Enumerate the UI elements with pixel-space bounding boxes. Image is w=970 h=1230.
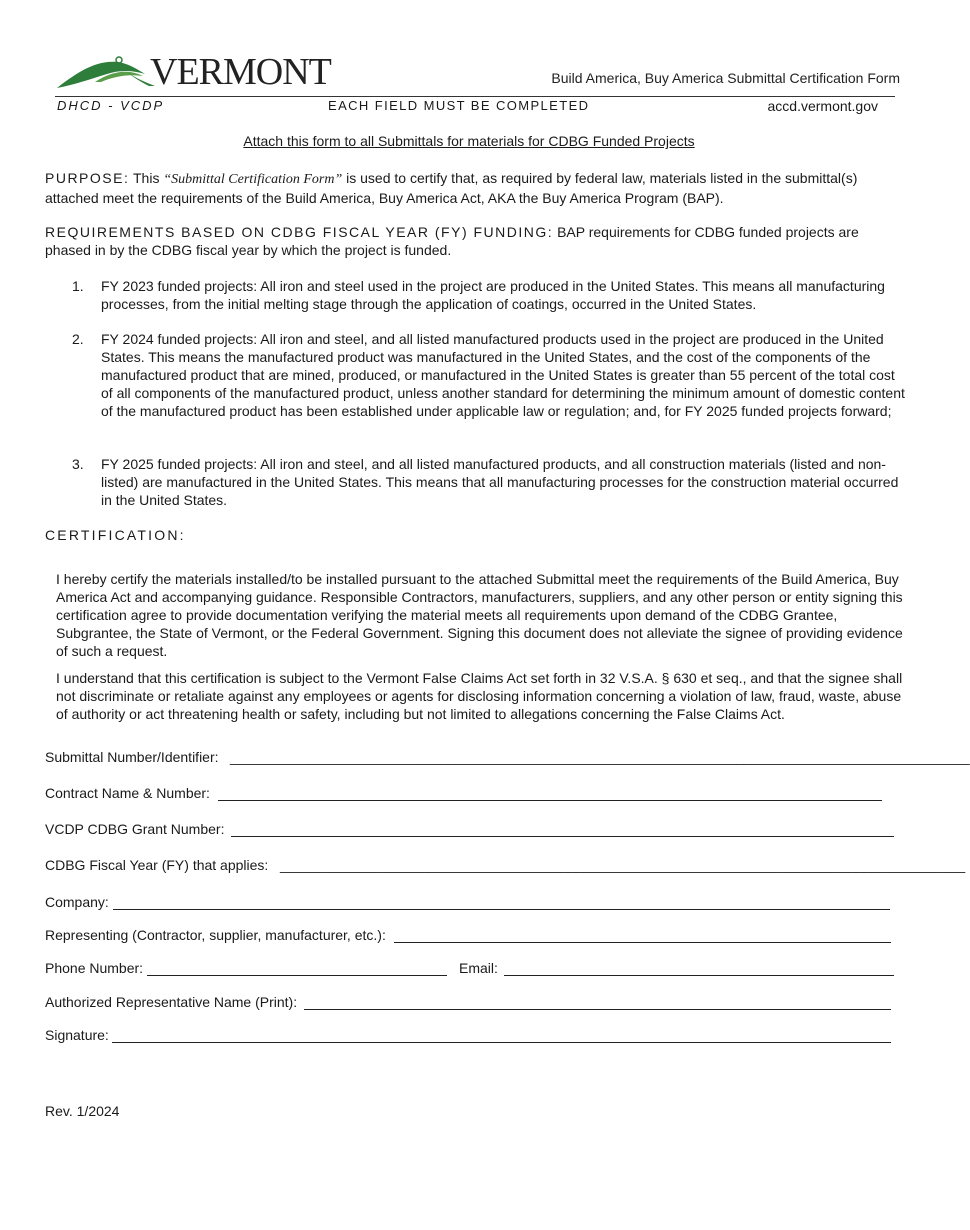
list-item-text: FY 2023 funded projects: All iron and steel used in the project are produced in the United States. This means all manufacturing processes, from the initial melting stage through the application of coatings, occurred in the United States. — [101, 278, 885, 312]
form-title: Build America, Buy America Submittal Certification Form — [551, 70, 900, 86]
grant-number-field[interactable] — [231, 836, 894, 837]
list-item-number: 2. — [72, 331, 84, 347]
purpose-label: PURPOSE: — [45, 170, 130, 186]
email-field[interactable] — [504, 975, 894, 976]
contract-name-field[interactable] — [218, 800, 882, 801]
certification-paragraph-2: I understand that this certification is subject to the Vermont False Claims Act set forth in 32 V.S.A. § 630 et seq., and that the signee shall not discriminate or retaliate against any employees or agents for disclosing information concerning a violation of law, fraud, waste, abuse of authority or act threatening health or safety, including but not limited to allegations concerning the False Claims Act. — [56, 670, 903, 722]
purpose-paragraph — [45, 169, 907, 207]
requirements-label: REQUIREMENTS BASED ON CDBG FISCAL YEAR (FY) FUNDING: — [45, 224, 554, 240]
company-label: Company: — [45, 894, 109, 910]
list-item — [72, 330, 907, 440]
list-item — [72, 277, 907, 317]
certification-paragraph-1: I hereby certify the materials installed/to be installed pursuant to the attached Submittal meet the requirements of the Build America, Buy America Act and accompanying guidance. Responsible Contractors, manufacturers, suppliers, and any other person or entity signing this certification agree to provide documentation verifying the material meets all requirements upon demand of the CDBG Grantee, Subgrantee, the State of Vermont, or the Federal Government. Signing this document does not alleviate the signee of providing evidence of such a request. — [56, 571, 903, 659]
requirements-text: BAP requirements for CDBG funded projects are phased in by the CDBG fiscal year by which the project is funded. — [45, 224, 859, 258]
list-item-number: 3. — [72, 456, 84, 472]
signature-field[interactable] — [112, 1042, 891, 1043]
list-item-number: 1. — [72, 278, 84, 294]
required-notice: EACH FIELD MUST BE COMPLETED — [328, 98, 590, 113]
fiscal-year-field[interactable]: ________________________________________________________________________________________ — [280, 857, 966, 873]
list-item-text: FY 2025 funded projects: All iron and steel, and all listed manufactured products, and all construction materials (listed and non-listed) are manufactured in the United States. This means that all manufacturing processes for the construction material occurred in the United States. — [101, 456, 899, 508]
contract-name-label: Contract Name & Number: — [45, 785, 210, 801]
submittal-number-label: Submittal Number/Identifier: — [45, 749, 219, 765]
certification-label: CERTIFICATION: — [45, 527, 186, 543]
email-label: Email: — [459, 960, 498, 976]
phone-field[interactable] — [147, 975, 447, 976]
department-label: DHCD - VCDP — [57, 98, 165, 113]
purpose-form-name: “Submittal Certification Form” — [163, 172, 343, 187]
purpose-pre: This — [133, 170, 160, 186]
representative-name-field[interactable] — [304, 1009, 891, 1010]
grant-number-label: VCDP CDBG Grant Number: — [45, 821, 225, 837]
representing-field[interactable] — [394, 942, 891, 943]
header-divider — [55, 96, 895, 97]
signature-label: Signature: — [45, 1027, 109, 1043]
phone-label: Phone Number: — [45, 960, 144, 976]
company-field[interactable] — [113, 909, 890, 910]
revision-label: Rev. 1/2024 — [45, 1103, 120, 1119]
representative-name-label: Authorized Representative Name (Print): — [45, 994, 298, 1010]
submittal-number-field[interactable]: _______________________________________________________________________________________________ — [230, 749, 970, 765]
list-item-text: FY 2024 funded projects: All iron and steel, and all listed manufactured products used in the project are produced in the United States. This means the manufactured product was manufactured in the United States, and the cost of the components of the manufactured product that are mined, produced, or manufactured in the United States is greater than 55 percent of the total cost of all components of the manufactured product, unless another standard for determining the minimum amount of domestic content of the manufactured product has been established under applicable law or regulation; and, for FY 2025 funded projects forward; — [101, 331, 905, 419]
fiscal-year-label: CDBG Fiscal Year (FY) that applies: — [45, 857, 269, 873]
list-item — [72, 455, 907, 511]
requirements-paragraph — [45, 223, 907, 259]
vermont-logo-text: VERMONT — [150, 51, 331, 93]
purpose-text: is used to certify that, as required by federal law, materials listed in the submittal(s) attached meet the requirements of the Build America, Buy America Act, AKA the Buy America Program (BAP). — [45, 170, 858, 206]
representing-label: Representing (Contractor, supplier, manufacturer, etc.): — [45, 927, 386, 943]
website-link[interactable]: accd.vermont.gov — [767, 98, 878, 114]
attach-instruction: Attach this form to all Submittals for materials for CDBG Funded Projects — [243, 133, 695, 149]
